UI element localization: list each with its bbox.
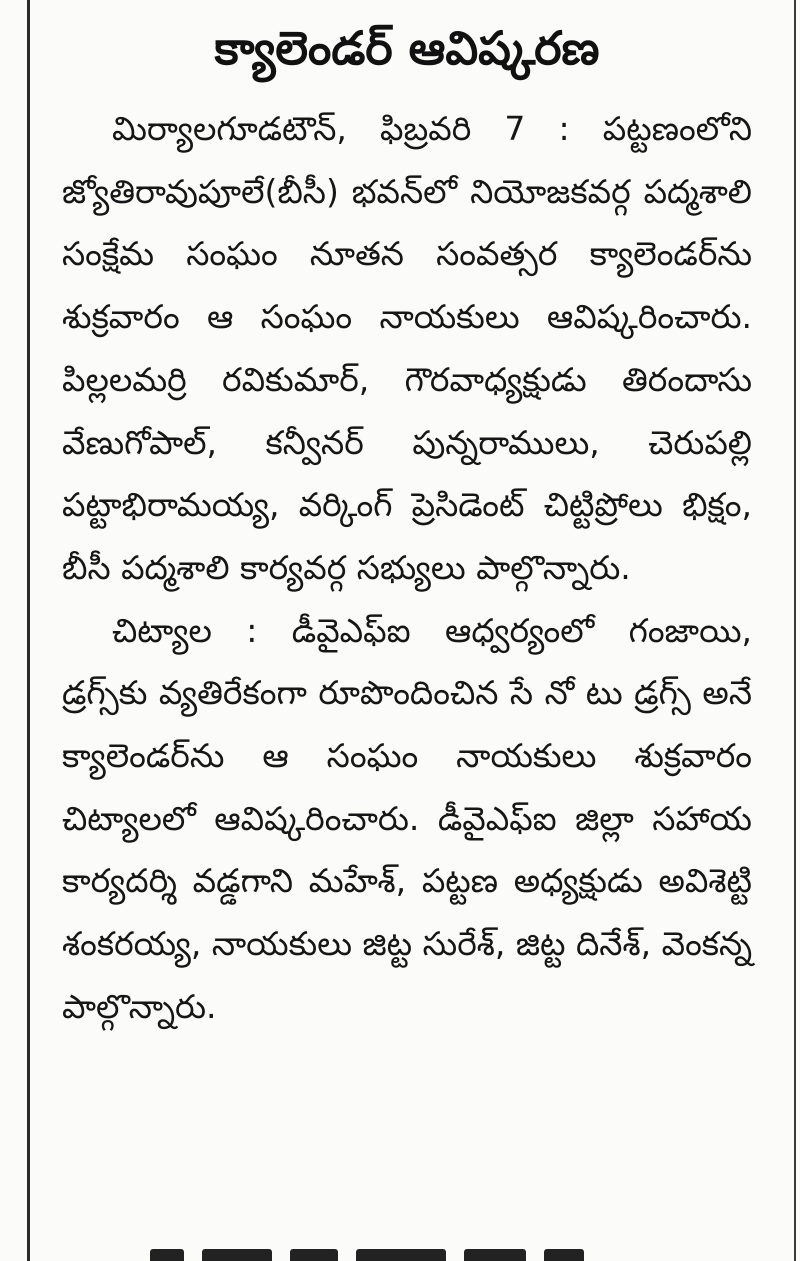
- article-paragraph-chityala: చిట్యాల : డీవైఎఫ్ఐ ఆధ్వర్యంలో గంజాయి, డ్రగ్స్‌కు వ్యతిరేకంగా రూపొందించిన సే నో టు డ్రగ్స్ అనే క్యాలెండర్‌ను ఆ సంఘం నాయకులు శుక్రవారం చిట్యాలలో ఆవిష్కరించారు. డీవైఎఫ్ఐ జిల్లా సహాయ కార్యదర్శి వడ్డగాని మహేశ్, పట్టణ అధ్యక్షుడు అవిశెట్టి శంకరయ్య, నాయకులు జిట్ట సురేశ్, జిట్ట దినేశ్, వెంకన్న పాల్గొన్నారు.: [62, 610, 752, 1026]
- column-rule-left: [27, 0, 30, 1261]
- column-rule-right: [794, 0, 796, 1261]
- article-paragraph-miryalaguda: మిర్యాలగూడటౌన్, ఫిబ్రవరి 7 : పట్టణంలోని జ్యోతిరావుపూలే(బీసీ) భవన్‌లో నియోజకవర్గ పద్మశాలి సంక్షేమ సంఘం నూతన సంవత్సర క్యాలెండర్‌ను శుక్రవారం ఆ సంఘం నాయకులు ఆవిష్కరించారు. పిల్లలమర్రి రవికుమార్, గౌరవాధ్యక్షుడు తిరందాసు వేణుగోపాల్, కన్వీనర్ పున్నరాములు, చెరుపల్లి పట్టాభిరామయ్య, వర్కింగ్ ప్రెసిడెంట్ చిట్టిప్రోలు భిక్షం, బీసీ పద్మశాలి కార్యవర్గ సభ్యులు పాల్గొన్నారు.: [62, 109, 752, 587]
- news-article: [62, 0, 752, 1261]
- article-headline: క్యాలెండర్ ఆవిష్కరణ: [214, 21, 600, 75]
- next-headline-cut-off: [150, 1238, 630, 1261]
